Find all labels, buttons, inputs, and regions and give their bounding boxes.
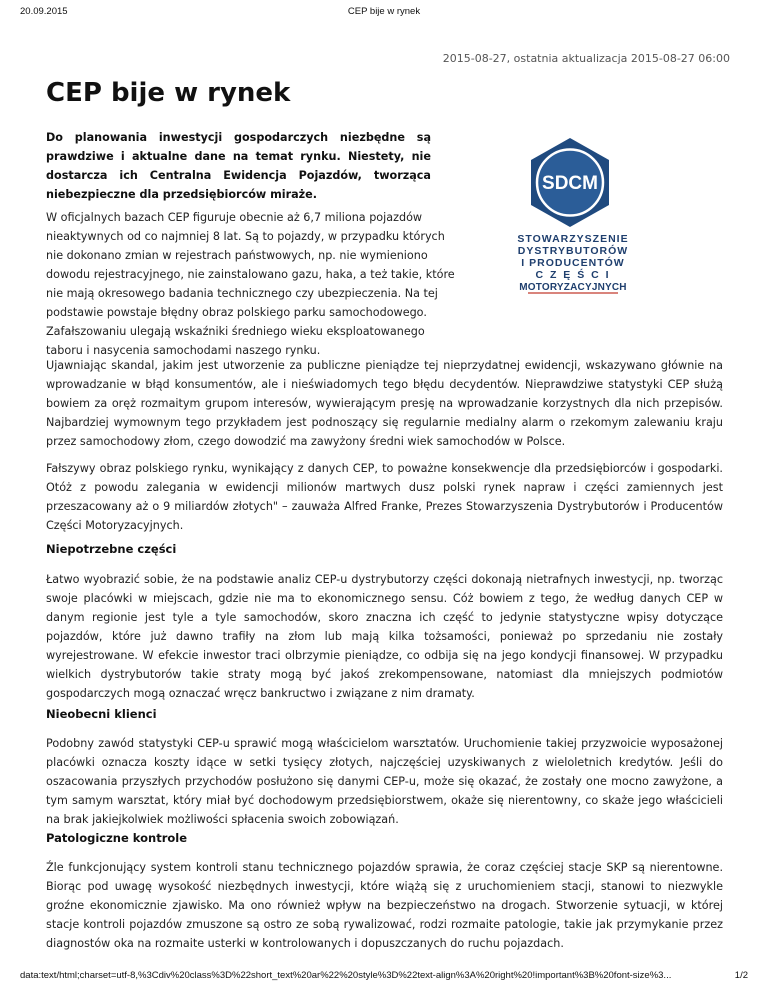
logo-line-4: C Z Ę Ś C I	[535, 269, 611, 281]
section-heading-3: Patologiczne kontrole	[46, 831, 188, 845]
print-url: data:text/html;charset=utf-8,%3Cdiv%20class%3D%22short_text%20ar%22%20style%3D%22text-align%3A%20right%20!important%3B%20font-size%3...	[20, 970, 672, 981]
section-heading-2: Nieobecni klienci	[46, 707, 157, 721]
print-page-title: CEP bije w rynek	[347, 6, 421, 17]
print-footer	[20, 970, 748, 984]
logo-line-1: STOWARZYSZENIE	[517, 233, 629, 245]
paragraph-3: Łatwo wyobrazić sobie, że na podstawie analiz CEP-u dystrybutorzy części dokonają nietrafnych inwestycji, np. tworząc swoje placówki w miejscach, gdzie nie ma to ekonomicznego sensu. Cóż bowiem z tego, że według danych CEP w danym regionie jest tyle a tyle samochodów, skoro znaczna ich część to jedynie statystyczne wpisy dotyczące pojazdów, które już dawno trafiły na złom lub mają kilka tożsamości, ponieważ po sprzedaniu nie zostały wyrejestrowane. W efekcie inwestor traci olbrzymie pieniądze, co odbija się na jego kondycji finansowej. W przypadku wielkich dystrybutorów takie straty mogą być jakoś zrekompensowane, natomiast dla mniejszych podmiotów gospodarczych mogą oznaczać wręcz bankructwo i związane z nim dramaty.	[46, 573, 723, 700]
print-date: 20.09.2015	[20, 6, 68, 17]
paragraph-5: Źle funkcjonujący system kontroli stanu technicznego pojazdów sprawia, że coraz częściej stacje SKP są nierentowne. Biorąc pod uwagę wysokość niezbędnych inwestycji, które wiążą się z uruchomieniem stacji, stanowi to niezwykle groźne ekonomicznie zjawisko. Ma ono również wpływ na bezpieczeństwo na drogach. Stworzenie sytuacji, w której stacje kontroli pojazdów zmuszone są ostro ze sobą rywalizować, rodzi rozmaite patologie, takie jak przymykanie przez diagnostów oka na rozmaite usterki w kontrolowanych i dopuszczanych do ruchu pojazdach.	[46, 861, 723, 950]
paragraph-4: Podobny zawód statystyki CEP-u sprawić mogą właścicielom warsztatów. Uruchomienie takiej przyzwoicie wyposażonej placówki oznacza koszty idące w setki tysięcy złotych, najczęściej uzyskiwanych z wieloletnich kredytów. Jeśli do oszacowania przyszłych przychodów posłużono się danymi CEP-u, może się okazać, że zostały one mocno zawyżone, a tym samym warsztat, który miał być dochodowym przedsiębiorstwem, okaże się nierentowny, co skaże jego właścicieli na brak jakiejkolwiek możliwości spłacenia swoich zobowiązań.	[46, 737, 723, 826]
paragraph-2: Fałszywy obraz polskiego rynku, wynikający z danych CEP, to poważne konsekwencje dla przedsiębiorców i gospodarki. Otóż z powodu zalegania w ewidencji milionów martwych dusz polski rynek napraw i części zamiennych jest przeszacowany aż o 9 miliardów złotych" – zauważa Alfred Franke, Prezes Stowarzyszenia Dystrybutorów i Producentów Części Motoryzacyjnych.	[46, 462, 723, 532]
logo-line-2: DYSTRYBUTORÓW	[517, 245, 629, 257]
article-lead: Do planowania inwestycji gospodarczych niezbędne są prawdziwe i aktualne dane na temat rynku. Niestety, nie dostarcza ich Centralna Ewidencja Pojazdów, tworząca niebezpieczne dla przedsiębiorców miraże.	[46, 131, 431, 201]
sdcm-logo	[442, 122, 717, 335]
logo-line-3: I PRODUCENTÓW	[521, 257, 625, 269]
article-intro: W oficjalnych bazach CEP figuruje obecnie aż 6,7 miliona pojazdów nieaktywnych od co najmniej 8 lat. Są to pojazdy, w przypadku których nie dokonano zmian w rejestrach państwowych, np. nie wymieniono dowodu rejestracyjnego, nie zainstalowano gazu, haka, a też takie, które nie mają okresowego badania technicznego czy ubezpieczenia. Na tej podstawie powstaje błędny obraz polskiego parku samochodowego. Zafałszowaniu ulegają wskaźniki średniego wieku eksploatowanego taboru i nasycenia samochodami naszego rynku.	[46, 211, 455, 357]
article-title: CEP bije w rynek	[46, 78, 291, 108]
article-dateline: 2015-08-27, ostatnia aktualizacja 2015-08-27 06:00	[442, 52, 730, 65]
logo-abbr: SDCM	[542, 173, 598, 194]
paragraph-1: Ujawniając skandal, jakim jest utworzenie za publiczne pieniądze tej nieprzydatnej ewidencji, wskazywano głównie na wprowadzanie w błąd konsumentów, ale i nieświadomych tego błędu decydentów. Nieprawdziwe statystyki CEP służą bowiem za oręż rozmaitym grupom interesów, wywierającym presję na wprowadzanie korzystnych dla nich przepisów. Najbardziej wymownym tego przykładem jest podnoszący się regularnie medialny alarm o rzekomym zalewaniu kraju przez samochodowy złom, czego dowodzić ma zawyżony średni wiek samochodów w Polsce.	[46, 359, 723, 448]
logo-line-5: MOTORYZACYJNYCH	[519, 282, 627, 293]
print-page-number: 1/2	[734, 970, 748, 981]
section-heading-1: Niepotrzebne części	[46, 542, 177, 556]
print-header	[20, 6, 748, 20]
